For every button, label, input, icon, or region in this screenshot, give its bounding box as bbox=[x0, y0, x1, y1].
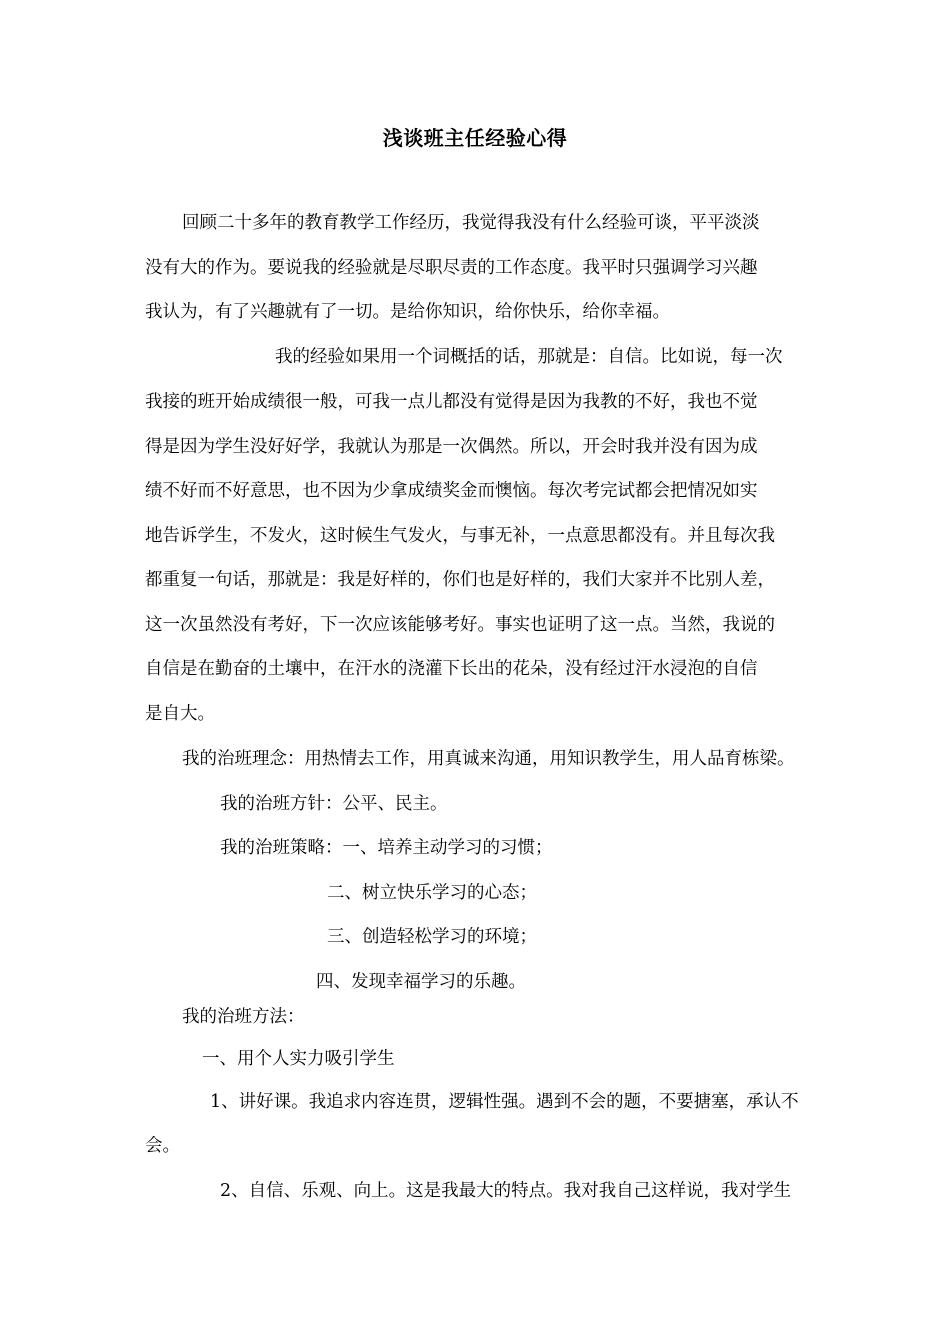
paragraph-line: 一、用个人实力吸引学生 bbox=[202, 1049, 395, 1069]
paragraph-line: 二、树立快乐学习的心态； bbox=[327, 883, 537, 903]
paragraph-line: 地告诉学生，不发火，这时候生气发火，与事无补，一点意思都没有。并且每次我 bbox=[145, 526, 775, 546]
paragraph-line: 没有大的作为。要说我的经验就是尽职尽责的工作态度。我平时只强调学习兴趣 bbox=[145, 258, 758, 278]
paragraph-line: 四、发现幸福学习的乐趣。 bbox=[316, 972, 526, 992]
document-title: 浅谈班主任经验心得 bbox=[382, 126, 568, 150]
paragraph-line: 我的治班策略：一、培养主动学习的习惯； bbox=[220, 838, 553, 858]
paragraph-line: 这一次虽然没有考好，下一次应该能够考好。事实也证明了这一点。当然，我说的 bbox=[145, 615, 775, 635]
paragraph-line: 得是因为学生没好好学，我就认为那是一次偶然。所以，开会时我并没有因为成 bbox=[145, 437, 758, 457]
paragraph-line: 2、自信、乐观、向上。这是我最大的特点。我对我自己这样说，我对学生 bbox=[220, 1181, 792, 1201]
paragraph-line: 自信是在勤奋的土壤中，在汗水的浇灌下长出的花朵，没有经过汗水浸泡的自信 bbox=[145, 659, 758, 679]
paragraph-line: 三、创造轻松学习的环境； bbox=[327, 927, 537, 947]
paragraph-line: 我的经验如果用一个词概括的话，那就是：自信。比如说，每一次 bbox=[275, 347, 783, 367]
paragraph-line: 会。 bbox=[145, 1136, 180, 1156]
paragraph-line: 我的治班理念：用热情去工作，用真诚来沟通，用知识教学生，用人品育栋梁。 bbox=[182, 749, 795, 769]
paragraph-line: 我认为，有了兴趣就有了一切。是给你知识，给你快乐，给你幸福。 bbox=[145, 302, 670, 322]
paragraph-line: 回顾二十多年的教育教学工作经历，我觉得我没有什么经验可谈，平平淡淡 bbox=[182, 213, 760, 233]
paragraph-line: 我的治班方法： bbox=[182, 1007, 305, 1027]
paragraph-line: 1、讲好课。我追求内容连贯，逻辑性强。遇到不会的题，不要搪塞，承认不 bbox=[210, 1092, 799, 1112]
paragraph-line: 绩不好而不好意思，也不因为少拿成绩奖金而懊恼。每次考完试都会把情况如实 bbox=[145, 481, 758, 501]
paragraph-line: 都重复一句话，那就是：我是好样的，你们也是好样的，我们大家并不比别人差， bbox=[145, 570, 775, 590]
paragraph-line: 我的治班方针：公平、民主。 bbox=[220, 794, 448, 814]
paragraph-line: 是自大。 bbox=[145, 704, 215, 724]
paragraph-line: 我接的班开始成绩很一般，可我一点儿都没有觉得是因为我教的不好，我也不觉 bbox=[145, 392, 758, 412]
